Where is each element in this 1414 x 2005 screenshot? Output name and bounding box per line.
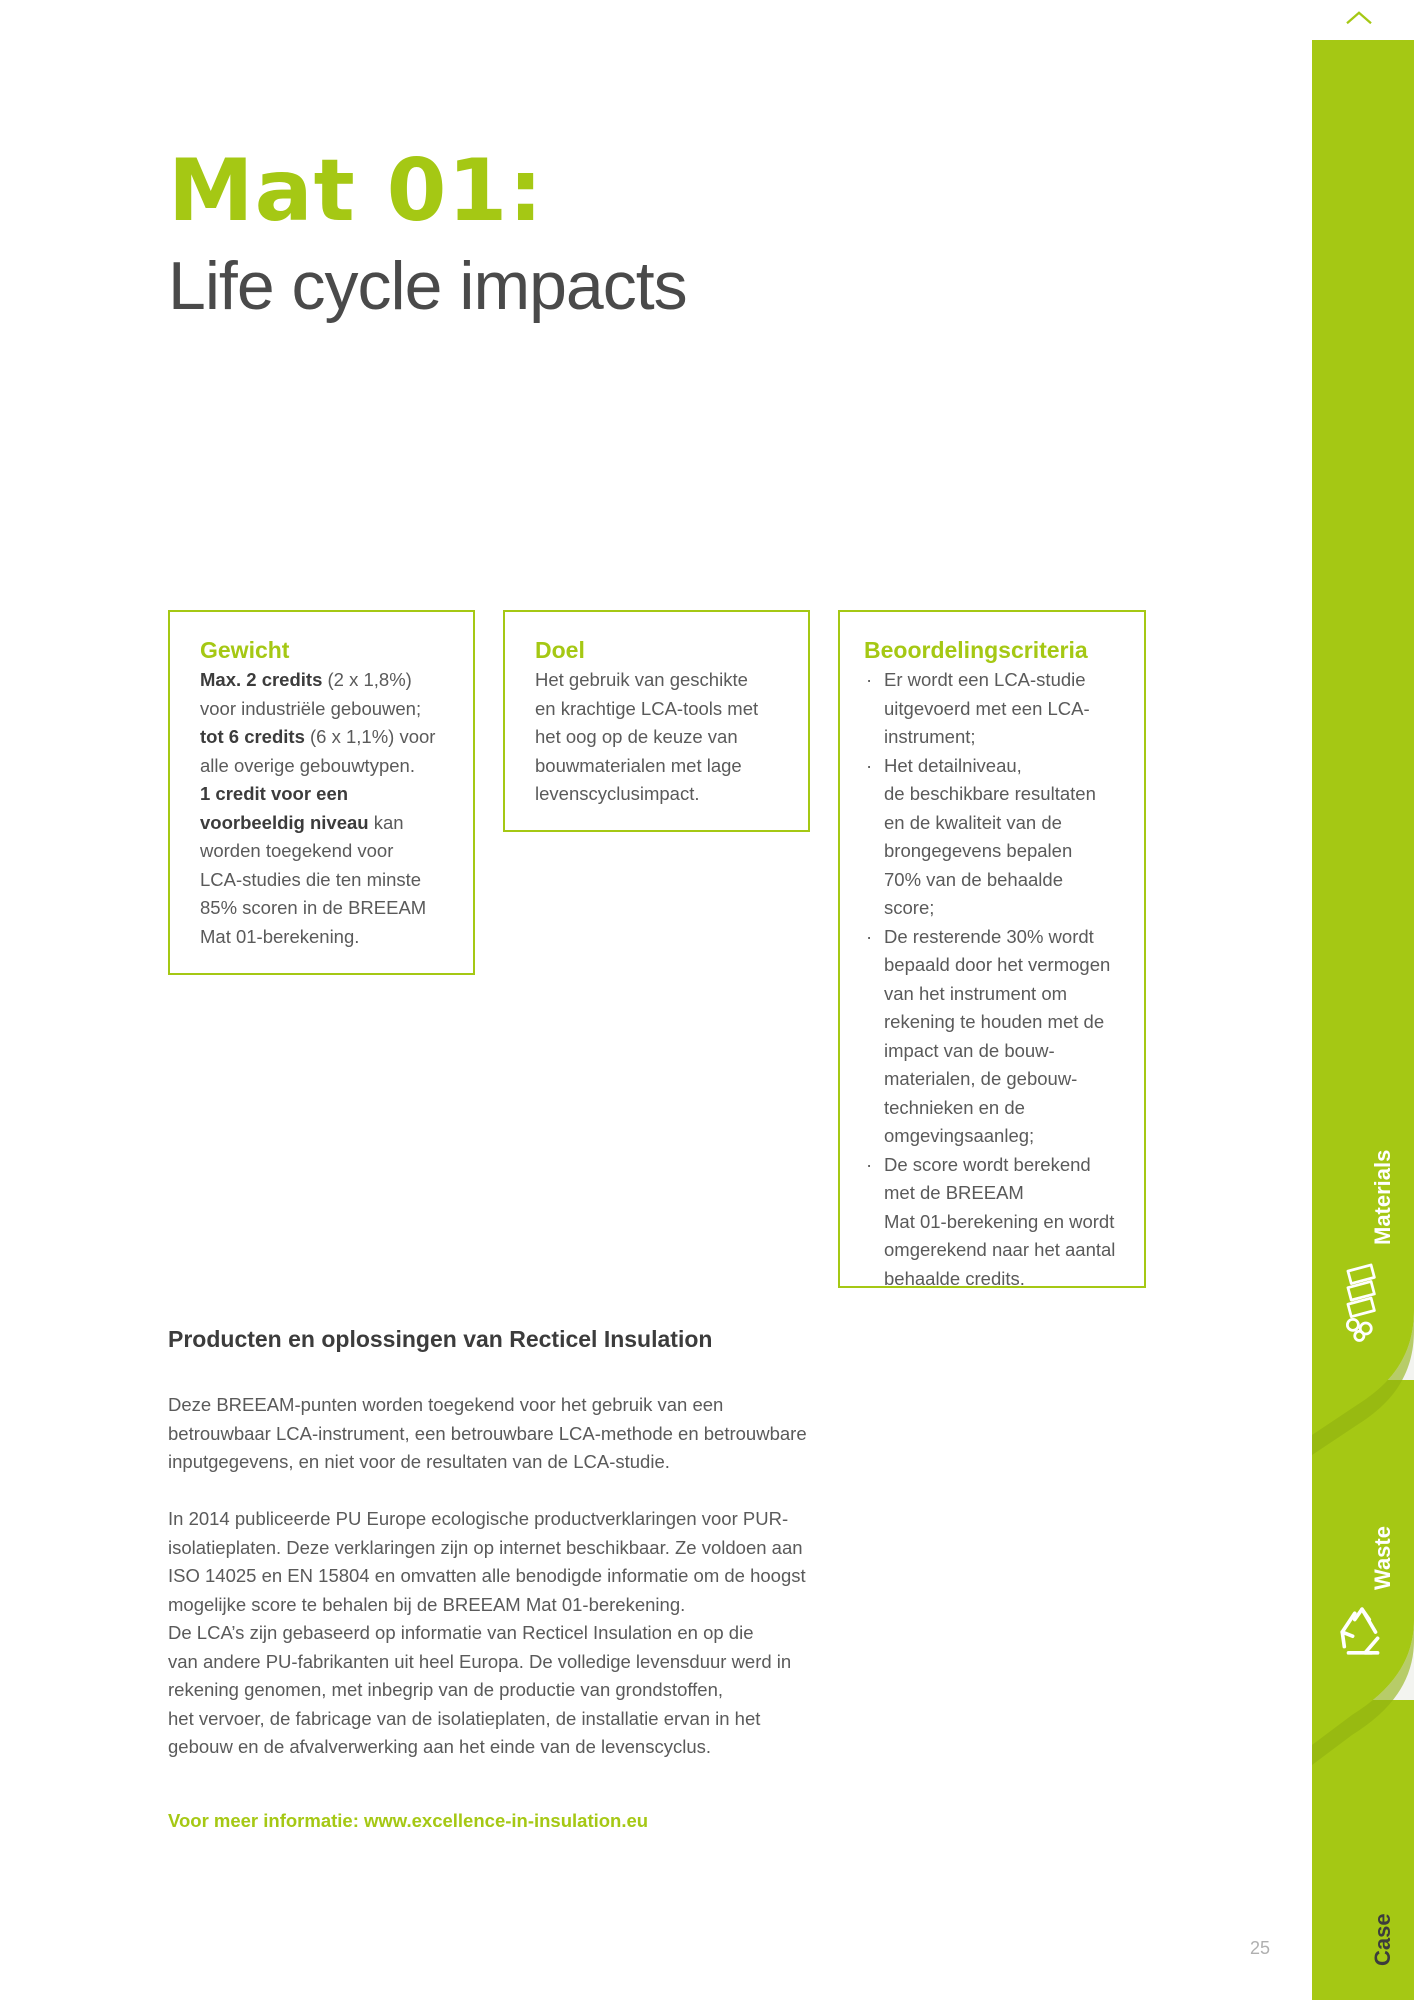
page-title: Mat 01: [168, 141, 544, 241]
page-subtitle: Life cycle impacts [168, 248, 687, 324]
gewicht-line: 1 credit voor een [200, 783, 349, 804]
tab-materials-shape[interactable] [1312, 40, 1414, 1435]
criteria-box [838, 610, 1146, 1288]
more-info-link[interactable]: Voor meer informatie: www.excellence-in-insulation.eu [168, 1810, 649, 1831]
gewicht-line: voor industriële gebouwen; [200, 697, 422, 719]
gewicht-line: Mat 01-berekening. [200, 925, 360, 947]
criteria-item: · De score wordt berekend met de BREEAM Mat 01-berekening en wordt omgerekend naar het aantal behaalde credits. [864, 1151, 1116, 1294]
products-section-title: Producten en oplossingen van Recticel Insulation [168, 1326, 713, 1352]
materials-icon [1340, 1258, 1386, 1342]
sidebar-tabs-graphic [1312, 0, 1414, 2000]
chevron-up-icon[interactable] [1344, 8, 1374, 28]
doel-line: Het gebruik van geschikte [535, 669, 748, 690]
doel-heading: Doel [535, 637, 585, 663]
doel-line: het oog op de keuze van [535, 726, 738, 747]
doel-box [503, 610, 810, 832]
tab-materials-label[interactable]: Materials [1370, 1149, 1395, 1245]
page-number: 25 [1250, 1938, 1271, 1958]
criteria-item: · Er wordt een LCA-studie uitgevoerd met een LCA- instrument; [864, 666, 1116, 752]
products-paragraph-1: Deze BREEAM-punten worden toegekend voor het gebruik van een betrouwbaar LCA-instrument, een betrouwbare LCA-methode en betrouwbare inputgegevens, en niet voor de resultaten van de LCA-studie. [168, 1394, 807, 1472]
gewicht-line: Max. 2 credits (2 x 1,8%) [200, 669, 412, 690]
gewicht-box [168, 610, 475, 975]
section-nav-sidebar [1312, 0, 1414, 2000]
gewicht-heading: Gewicht [200, 637, 290, 663]
gewicht-text [200, 666, 445, 951]
recycle-icon [1336, 1605, 1388, 1657]
gewicht-line: tot 6 credits (6 x 1,1%) voor [200, 726, 436, 747]
tab-case-label[interactable]: Case [1370, 1913, 1395, 1966]
criteria-item: · De resterende 30% wordt bepaald door het vermogen van het instrument om rekening te houden met de impact van de bouw- materialen, de gebouw- technieken en de omgevingsaanleg; [864, 923, 1116, 1151]
gewicht-line: 85% scoren in de BREEAM [200, 897, 427, 918]
criteria-list [864, 666, 1116, 1293]
gewicht-line: alle overige gebouwtypen. [200, 754, 415, 776]
doel-line: bouwmaterialen met lage [535, 754, 742, 776]
doel-line: levenscyclusimpact. [535, 783, 700, 804]
criteria-heading: Beoordelingscriteria [864, 637, 1088, 663]
criteria-item: · Het detailniveau, de beschikbare resultaten en de kwaliteit van de brongegevens bepalen 70% van de behaalde score; [864, 752, 1116, 923]
gewicht-line: voorbeeldig niveau kan [200, 811, 404, 833]
gewicht-line: LCA-studies die ten minste [200, 868, 422, 890]
tab-waste-label[interactable]: Waste [1370, 1526, 1395, 1590]
doel-line: en krachtige LCA-tools met [535, 697, 759, 719]
gewicht-line: worden toegekend voor [200, 840, 394, 861]
products-paragraph-2: In 2014 publiceerde PU Europe ecologische productverklaringen voor PUR- isolatieplaten. Deze verklaringen zijn op internet beschikbaar. Ze voldoen aan ISO 14025 en EN 15804 en omvatten alle benodigde informatie om de hoogst mogelijke score te behalen bij de BREEAM Mat 01-berekening. De LCA’s zijn gebaseerd op informatie van Recticel Insulation en op die van andere PU-fabrikanten uit heel Europa. De volledige levensduur werd in rekening genomen, met inbegrip van de productie van grondstoffen, het vervoer, de fabricage van de isolatieplaten, de installatie ervan in het gebouw en de afvalverwerking aan het einde van de levenscyclus. [168, 1508, 806, 1757]
doel-text [535, 666, 780, 809]
